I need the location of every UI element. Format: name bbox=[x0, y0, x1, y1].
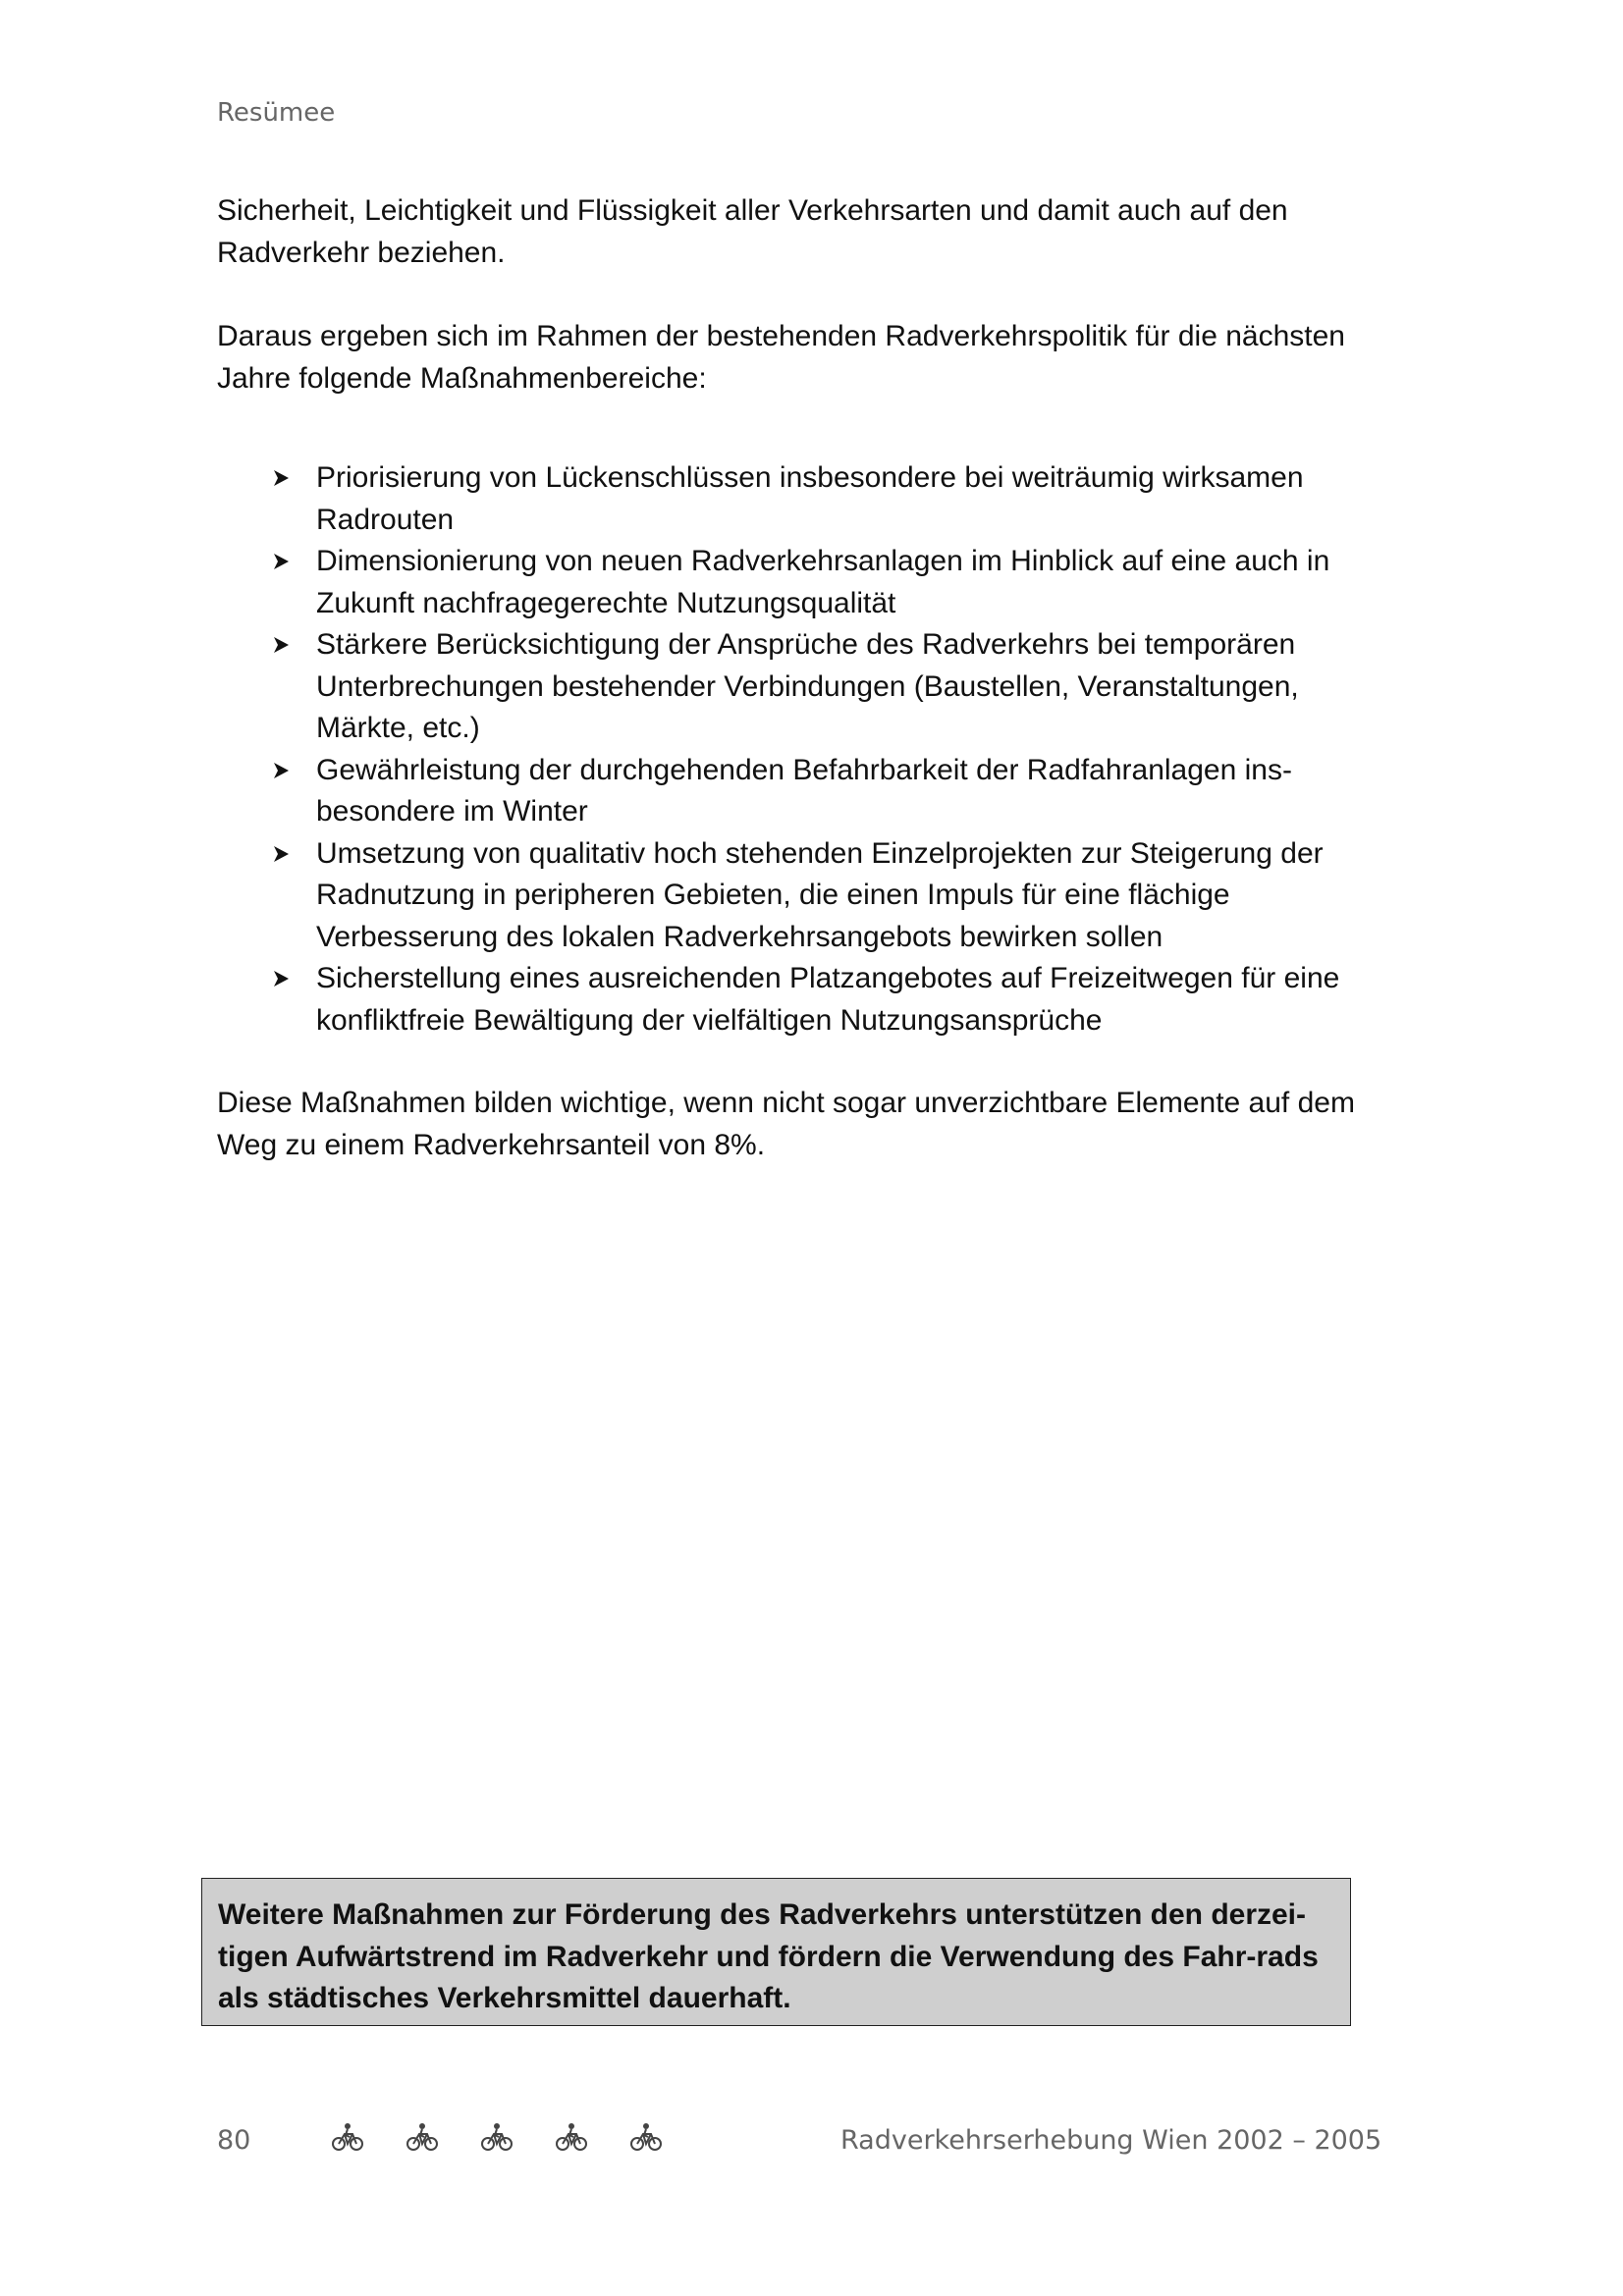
footer-bicycle-row bbox=[331, 2120, 675, 2160]
arrowhead-bullet-icon bbox=[266, 541, 296, 583]
list-item-text: Stärkere Berücksichtigung der Ansprüche des Radverkehrs bei temporären Unterbrechungen bestehender Verbindungen (Baustellen, Veranstaltungen, Märkte, etc.) bbox=[316, 628, 1299, 744]
arrowhead-bullet-icon bbox=[266, 750, 296, 792]
list-item bbox=[217, 750, 1376, 833]
list-item-text: Priorisierung von Lückenschlüssen insbesondere bei weiträumig wirksamen Radrouten bbox=[316, 461, 1304, 536]
list-item bbox=[217, 958, 1376, 1041]
bicycle-icon bbox=[629, 2120, 663, 2154]
list-item-text: Sicherstellung eines ausreichenden Platzangebotes auf Freizeitwegen für eine konfliktfreie Bewältigung der vielfältigen Nutzungsansprüche bbox=[316, 962, 1340, 1037]
arrowhead-bullet-icon bbox=[266, 457, 296, 500]
arrowhead-bullet-icon bbox=[266, 958, 296, 1000]
bicycle-icon bbox=[555, 2120, 588, 2154]
footer-title: Radverkehrserhebung Wien 2002 – 2005 bbox=[840, 2125, 1382, 2156]
page-number: 80 bbox=[217, 2125, 251, 2156]
summary-box bbox=[201, 1878, 1351, 2026]
list-item bbox=[217, 624, 1376, 750]
bicycle-icon bbox=[480, 2120, 514, 2154]
measures-list bbox=[217, 457, 1376, 1041]
paragraph-measures-intro: Daraus ergeben sich im Rahmen der bestehenden Radverkehrspolitik für die nächsten Jahre folgende Maßnahmenbereiche: bbox=[217, 320, 1345, 395]
bicycle-icon bbox=[406, 2120, 439, 2154]
summary-text: Weitere Maßnahmen zur Förderung des Radverkehrs unterstützen den derzei-tigen Aufwärtstrend im Radverkehr und fördern die Verwendung des Fahr-rads als städtisches Verkehrsmittel dauerhaft. bbox=[218, 1898, 1319, 2014]
list-item-text: Dimensionierung von neuen Radverkehrsanlagen im Hinblick auf eine auch in Zukunft nachfragegerechte Nutzungsqualität bbox=[316, 545, 1330, 619]
list-item bbox=[217, 833, 1376, 959]
bicycle-icon bbox=[331, 2120, 364, 2154]
list-item-text: Gewährleistung der durchgehenden Befahrbarkeit der Radfahranlagen ins-besondere im Winter bbox=[316, 753, 1292, 828]
paragraph-conclusion: Diese Maßnahmen bilden wichtige, wenn nicht sogar unverzichtbare Elemente auf dem Weg zu einem Radverkehrsanteil von 8%. bbox=[217, 1087, 1355, 1161]
paragraph-intro: Sicherheit, Leichtigkeit und Flüssigkeit aller Verkehrsarten und damit auch auf den Radverkehr beziehen. bbox=[217, 194, 1288, 269]
list-item-text: Umsetzung von qualitativ hoch stehenden Einzelprojekten zur Steigerung der Radnutzung in peripheren Gebieten, die einen Impuls für eine flächige Verbesserung des lokalen Radverkehrsangebots bewirken sollen bbox=[316, 836, 1324, 953]
list-item bbox=[217, 541, 1376, 624]
arrowhead-bullet-icon bbox=[266, 833, 296, 876]
running-header: Resümee bbox=[217, 98, 336, 128]
list-item bbox=[217, 457, 1376, 541]
arrowhead-bullet-icon bbox=[266, 624, 296, 667]
